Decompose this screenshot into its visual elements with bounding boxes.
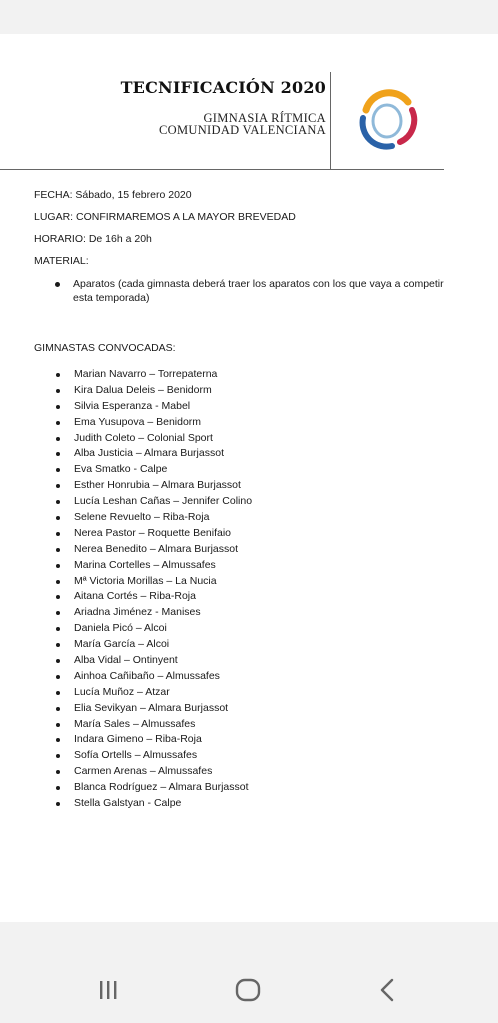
gimnasta-name: Eva Smatko - Calpe [74, 463, 168, 476]
gimnasta-name: Lucía Leshan Cañas – Jennifer Colino [74, 495, 253, 508]
gimnasta-name: Carmen Arenas – Almussafes [74, 765, 213, 778]
header-divider-horizontal [0, 169, 444, 170]
document-content [34, 184, 454, 812]
page-title: TECNIFICACIÓN 2020 [120, 78, 326, 97]
header-subtitle-discipline: GIMNASIA RÍTMICA [203, 111, 326, 125]
list-item [34, 669, 454, 685]
list-item [34, 558, 454, 574]
gimnasta-name: Kira Dalua Deleis – Benidorm [74, 383, 212, 396]
document-header [0, 34, 498, 170]
list-item [34, 367, 454, 383]
bullet-icon [56, 532, 60, 536]
gimnasta-name: Blanca Rodríguez – Almara Burjassot [74, 781, 249, 794]
bullet-icon [56, 802, 60, 806]
gimnastas-list [34, 367, 454, 812]
bullet-icon [55, 282, 60, 287]
lugar-line: LUGAR: CONFIRMAREMOS A LA MAYOR BREVEDAD [34, 211, 296, 223]
list-item [34, 605, 454, 621]
bullet-icon [56, 452, 60, 456]
gimnasta-name: Stella Galstyan - Calpe [74, 797, 182, 810]
bullet-icon [56, 691, 60, 695]
gimnasta-name: Mª Victoria Morillas – La Nucia [74, 574, 217, 587]
material-item [34, 278, 454, 305]
bullet-icon [56, 627, 60, 631]
recent-apps-icon[interactable] [90, 972, 126, 1008]
gimnasta-name: Daniela Picó – Alcoi [74, 622, 167, 635]
list-item [34, 653, 454, 669]
android-navigation-bar [0, 922, 498, 1023]
gimnastas-heading: GIMNASTAS CONVOCADAS: [34, 342, 176, 354]
bullet-icon [56, 786, 60, 790]
bullet-icon [56, 500, 60, 504]
list-item [34, 732, 454, 748]
list-item [34, 796, 454, 812]
gimnasta-name: Ema Yusupova – Benidorm [74, 415, 202, 428]
bullet-icon [56, 484, 60, 488]
gimnasta-name: Sofía Ortells – Almussafes [74, 749, 198, 762]
gimnasta-name: Elia Sevikyan – Almara Burjassot [74, 701, 229, 714]
material-label: MATERIAL: [34, 255, 89, 267]
list-item [34, 589, 454, 605]
bullet-icon [56, 611, 60, 615]
list-item [34, 415, 454, 431]
bullet-icon [56, 754, 60, 758]
gimnasta-name: Nerea Benedito – Almara Burjassot [74, 542, 239, 555]
bullet-icon [56, 659, 60, 663]
gimnasta-name: Aitana Cortés – Riba-Roja [74, 590, 196, 603]
bullet-icon [56, 723, 60, 727]
gimnasta-name: Alba Justicia – Almara Burjassot [74, 447, 224, 460]
bullet-icon [56, 437, 60, 441]
federation-logo-icon [356, 88, 418, 150]
bullet-icon [56, 738, 60, 742]
bullet-icon [56, 643, 60, 647]
fecha-line: FECHA: Sábado, 15 febrero 2020 [34, 189, 192, 201]
gimnasta-name: Judith Coleto – Colonial Sport [74, 431, 213, 444]
list-item [34, 574, 454, 590]
list-item [34, 526, 454, 542]
document-page [0, 34, 498, 922]
bullet-icon [56, 564, 60, 568]
gimnasta-name: Marina Cortelles – Almussafes [74, 558, 216, 571]
list-item [34, 621, 454, 637]
gimnasta-name: María García – Alcoi [74, 638, 170, 651]
list-item [34, 685, 454, 701]
bullet-icon [56, 389, 60, 393]
list-item [34, 717, 454, 733]
gimnasta-name: Nerea Pastor – Roquette Benifaio [74, 526, 232, 539]
list-item [34, 510, 454, 526]
header-subtitle-region: COMUNIDAD VALENCIANA [159, 123, 326, 137]
bullet-icon [56, 373, 60, 377]
gimnasta-name: Esther Honrubia – Almara Burjassot [74, 479, 241, 492]
material-item-text: Aparatos (cada gimnasta deberá traer los aparatos con los que vaya a competir esta temporada) [73, 278, 444, 304]
bullet-icon [56, 516, 60, 520]
list-item [34, 462, 454, 478]
gimnasta-name: Silvia Esperanza - Mabel [74, 399, 191, 412]
gimnasta-name: Alba Vidal – Ontinyent [74, 654, 178, 667]
list-item [34, 542, 454, 558]
status-bar-area [0, 0, 498, 34]
list-item [34, 764, 454, 780]
bullet-icon [56, 770, 60, 774]
gimnasta-name: María Sales – Almussafes [74, 717, 196, 730]
list-item [34, 780, 454, 796]
gimnasta-name: Ainhoa Cañibaño – Almussafes [74, 669, 220, 682]
home-icon[interactable] [230, 972, 266, 1008]
list-item [34, 399, 454, 415]
bullet-icon [56, 421, 60, 425]
list-item [34, 748, 454, 764]
bullet-icon [56, 707, 60, 711]
list-item [34, 494, 454, 510]
bullet-icon [56, 405, 60, 409]
gimnasta-name: Lucía Muñoz – Atzar [74, 685, 170, 698]
list-item [34, 478, 454, 494]
back-icon[interactable] [370, 972, 406, 1008]
list-item [34, 637, 454, 653]
horario-line: HORARIO: De 16h a 20h [34, 233, 152, 245]
list-item [34, 446, 454, 462]
list-item [34, 701, 454, 717]
gimnasta-name: Indara Gimeno – Riba-Roja [74, 733, 202, 746]
bullet-icon [56, 595, 60, 599]
bullet-icon [56, 675, 60, 679]
bullet-icon [56, 580, 60, 584]
list-item [34, 383, 454, 399]
gimnasta-name: Ariadna Jiménez - Manises [74, 606, 201, 619]
gimnasta-name: Marian Navarro – Torrepaterna [74, 368, 218, 380]
header-divider-vertical [330, 72, 331, 170]
gimnasta-name: Selene Revuelto – Riba-Roja [74, 511, 210, 524]
bullet-icon [56, 468, 60, 472]
bullet-icon [56, 548, 60, 552]
list-item [34, 431, 454, 447]
